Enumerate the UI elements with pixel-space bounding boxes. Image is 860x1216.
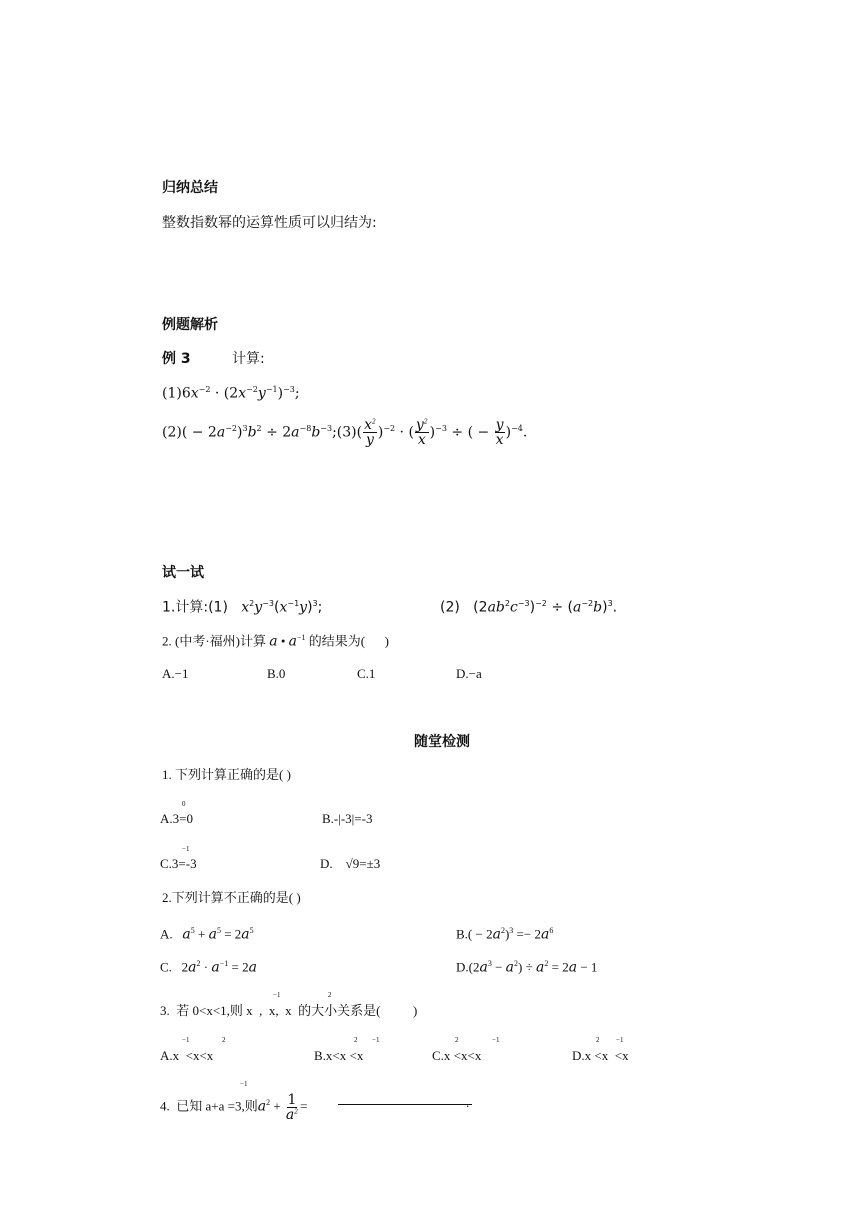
answer-blank[interactable] [338, 1104, 472, 1105]
try-question-1: 1.计算:(1) $x^2y^{-3}(x^{-1}y)^3$; [162, 599, 323, 616]
example3-task: 计算: [232, 351, 265, 367]
summary-text: 整数指数幂的运算性质可以归结为: [162, 215, 377, 231]
try-q2-option-b: B.0 [267, 666, 286, 681]
quiz-q1-option-a: A.3 0 =0 [160, 800, 193, 826]
example3-item-2: $(2)( - 2a^{-2})^3b^2$ ÷ $2a^{-8}b^{-3};(3)$( $\frac{x^2}{y}$ )$^{-2}$ · ( $\frac{y^2}{x}$ )$^{-3}$ ÷ ( − $\frac{y}{x}$ )$^{-4}$. [162, 417, 528, 448]
fraction-y2-over-x: $\frac{y^2}{x}$ [415, 417, 428, 448]
quiz-q2-option-b: $B.( - 2a^2)^3 =- 2a^6$ [456, 926, 554, 943]
fraction-one-over-a2: $\frac{1}{a^2}$ [285, 1092, 299, 1123]
try-q2-option-a: A.−1 [162, 666, 189, 681]
quiz-q1-option-d: D. √9=±3 [320, 856, 381, 871]
summary-heading: 归纳总结 [162, 180, 218, 196]
fraction-x2-over-y: $\frac{x^2}{y}$ [364, 417, 376, 448]
quiz-q1-option-c: C.3 −1 =-3 [160, 845, 197, 871]
fraction-y-over-x: $\frac{y}{x}$ [495, 417, 504, 448]
quiz-q3-option-d: D.x 2 <x −1 <x [572, 1036, 629, 1063]
answer-blank-period: . [466, 1095, 470, 1110]
quiz-question-4: 4. 已知 a+a −1 =3,则$a^2$ + $\frac{1}{a^2}$ = [160, 1080, 308, 1123]
quiz-q2-option-a: A. $a^5 + a^5 = 2a^5$ [160, 926, 254, 943]
try-q2-option-d: D.−a [456, 666, 482, 681]
quiz-question-2: 2.下列计算不正确的是( ) [162, 890, 301, 905]
try-question-1-part-2: (2) $(2ab^2c^{-3})^{-2} \div (a^{-2}b)^3$. [440, 599, 618, 616]
quiz-heading: 随堂检测 [414, 734, 470, 750]
quiz-q3-option-c: C.x 2 <x<x −1 [432, 1036, 500, 1063]
quiz-q1-option-b: B.-|-3|=-3 [322, 811, 373, 826]
try-question-2: 2. (中考·福州)计算 a • $a^{-1}$ 的结果为( ) [162, 633, 389, 650]
example3-label: 例 3 [162, 351, 191, 367]
examples-heading: 例题解析 [162, 317, 218, 333]
quiz-q3-option-a: A.x −1 <x<x 2 [160, 1036, 226, 1063]
try-q2-option-c: C.1 [357, 666, 376, 681]
quiz-q2-option-c: C. $2a^2 \cdot a^{-1} = 2a$ [160, 959, 257, 976]
try-heading: 试一试 [162, 565, 204, 581]
quiz-question-1: 1. 下列计算正确的是( ) [162, 767, 291, 782]
example3-item-1: $(1)6x^{-2} \cdot (2x^{-2}y^{-1})^{-3}$; [162, 385, 300, 402]
quiz-q2-option-d: $D.(2a^3 - a^2) \div a^2 = 2a - 1$ [456, 959, 598, 976]
quiz-q3-option-b: B.x<x 2 <x −1 [314, 1036, 380, 1063]
quiz-question-3: 3. 若 0<x<1,则 x −1 , x, x 2 的大小关系是( ) [160, 991, 418, 1018]
